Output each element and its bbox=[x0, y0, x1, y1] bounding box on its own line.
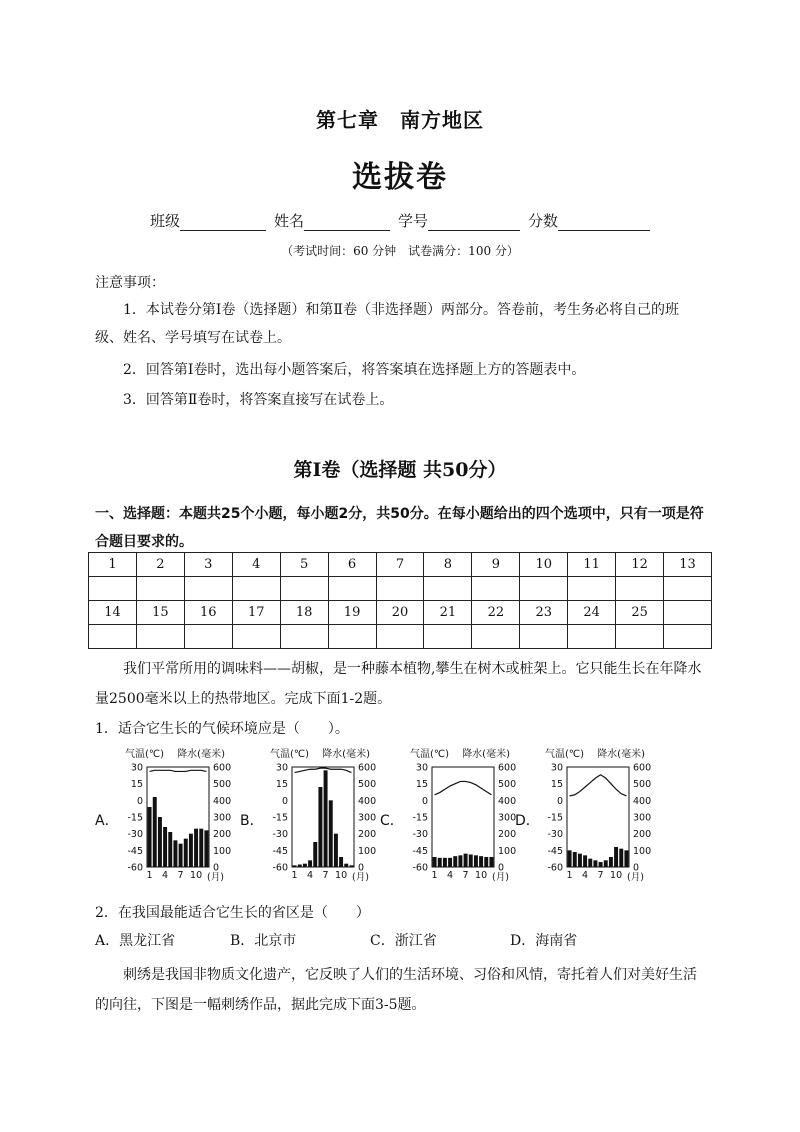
option-letter: D． bbox=[515, 813, 540, 829]
precip-tick-label: 300 bbox=[498, 812, 517, 824]
precip-bar bbox=[578, 854, 582, 867]
precip-bar bbox=[303, 864, 307, 867]
passage-embroidery bbox=[95, 960, 705, 1020]
notes-title: 注意事项： bbox=[95, 275, 165, 291]
answer-cell[interactable] bbox=[280, 625, 328, 649]
chart-frame bbox=[292, 767, 354, 867]
precip-tick-label: 500 bbox=[498, 779, 517, 791]
precip-bar bbox=[588, 859, 592, 867]
month-tick-label: 7 bbox=[462, 870, 469, 881]
student-id-field[interactable]: 学号 bbox=[398, 210, 520, 231]
precip-bar bbox=[568, 850, 572, 867]
precip-bar bbox=[204, 830, 208, 867]
temp-tick-label: 15 bbox=[130, 779, 143, 791]
precip-tick-label: 200 bbox=[498, 829, 517, 841]
answer-cell[interactable] bbox=[376, 577, 424, 601]
month-tick-label: 4 bbox=[307, 870, 314, 881]
precip-bar bbox=[298, 865, 302, 868]
answer-cell[interactable] bbox=[664, 577, 712, 601]
answer-cell[interactable] bbox=[136, 577, 184, 601]
precip-bar bbox=[179, 844, 183, 867]
table-cell: 24 bbox=[568, 601, 616, 625]
temp-tick-label: 30 bbox=[415, 762, 428, 774]
temp-tick-label: -45 bbox=[127, 845, 143, 857]
month-tick-label: 1 bbox=[146, 870, 153, 881]
precip-bar bbox=[344, 864, 348, 867]
table-cell: 12 bbox=[616, 553, 664, 577]
precip-bar bbox=[308, 860, 312, 867]
precip-bar bbox=[334, 834, 338, 867]
answer-cell[interactable] bbox=[376, 625, 424, 649]
precip-bar bbox=[173, 840, 177, 867]
precip-tick-label: 400 bbox=[358, 795, 377, 807]
climate-charts-svg bbox=[95, 745, 715, 895]
note-item: 1．本试卷分第Ⅰ卷（选择题）和第Ⅱ卷（非选择题）两部分。答卷前，考生务必将自己的班级、姓名、学号填写在试卷上。 bbox=[95, 302, 679, 346]
table-cell: 21 bbox=[424, 601, 472, 625]
class-field[interactable]: 班级 bbox=[150, 210, 266, 231]
precip-bar bbox=[329, 800, 333, 867]
precip-bar bbox=[469, 855, 473, 868]
answer-cell[interactable] bbox=[520, 577, 568, 601]
climate-charts bbox=[95, 745, 715, 895]
precip-bar bbox=[313, 842, 317, 867]
passage-pepper bbox=[95, 654, 705, 714]
precip-bar bbox=[464, 854, 468, 867]
precip-tick-label: 100 bbox=[633, 845, 652, 857]
precip-bar bbox=[474, 855, 478, 867]
table-cell: 11 bbox=[568, 553, 616, 577]
precip-tick-label: 400 bbox=[498, 795, 517, 807]
table-cell bbox=[664, 601, 712, 625]
option-letter: C． bbox=[380, 813, 404, 829]
answer-cell[interactable] bbox=[328, 625, 376, 649]
precip-bar bbox=[148, 807, 152, 867]
score-field[interactable]: 分数 bbox=[528, 210, 650, 231]
answer-cell[interactable] bbox=[89, 625, 137, 649]
precip-tick-label: 200 bbox=[633, 829, 652, 841]
temperature-line bbox=[150, 770, 207, 771]
month-tick-label: 1 bbox=[566, 870, 573, 881]
answer-cell[interactable] bbox=[616, 577, 664, 601]
table-cell: 4 bbox=[232, 553, 280, 577]
answer-cell[interactable] bbox=[184, 577, 232, 601]
temp-tick-label: -15 bbox=[127, 812, 143, 824]
month-tick-label: 10 bbox=[335, 870, 348, 881]
precip-tick-label: 0 bbox=[633, 862, 640, 874]
precip-tick-label: 500 bbox=[213, 779, 232, 791]
temp-tick-label: -60 bbox=[412, 862, 428, 874]
temp-tick-label: -45 bbox=[547, 845, 563, 857]
temp-tick-label: -45 bbox=[272, 845, 288, 857]
student-info-line bbox=[0, 210, 800, 231]
month-tick-label: 7 bbox=[177, 870, 184, 881]
precip-bar bbox=[168, 832, 172, 867]
chart-precip-title: 降水(毫米) bbox=[177, 749, 225, 760]
temp-tick-label: -30 bbox=[272, 829, 288, 841]
month-tick-label: 10 bbox=[190, 870, 203, 881]
precip-tick-label: 500 bbox=[358, 779, 377, 791]
answer-cell[interactable] bbox=[328, 577, 376, 601]
month-tick-label: 1 bbox=[431, 870, 438, 881]
precip-tick-label: 100 bbox=[213, 845, 232, 857]
answer-cell[interactable] bbox=[568, 625, 616, 649]
precip-bar bbox=[194, 829, 198, 867]
precip-bar bbox=[158, 817, 162, 867]
answer-cell[interactable] bbox=[280, 577, 328, 601]
precip-tick-label: 0 bbox=[213, 862, 220, 874]
answer-cell[interactable] bbox=[472, 577, 520, 601]
temp-tick-label: 30 bbox=[130, 762, 143, 774]
temp-tick-label: 15 bbox=[275, 779, 288, 791]
precip-bar bbox=[184, 839, 188, 867]
answer-cell[interactable] bbox=[472, 625, 520, 649]
precip-tick-label: 500 bbox=[633, 779, 652, 791]
precip-tick-label: 300 bbox=[633, 812, 652, 824]
temp-tick-label: -30 bbox=[547, 829, 563, 841]
temp-tick-label: 30 bbox=[550, 762, 563, 774]
precip-tick-label: 400 bbox=[213, 795, 232, 807]
table-cell: 25 bbox=[616, 601, 664, 625]
precip-bar bbox=[458, 855, 462, 867]
option-a[interactable]: A．黑龙江省 bbox=[95, 933, 176, 949]
month-tick-label: 7 bbox=[322, 870, 329, 881]
precip-tick-label: 600 bbox=[498, 762, 517, 774]
temp-tick-label: -45 bbox=[412, 845, 428, 857]
chart-precip-title: 降水(毫米) bbox=[322, 749, 370, 760]
precip-bar bbox=[593, 860, 597, 867]
precip-tick-label: 100 bbox=[358, 845, 377, 857]
chart-precip-title: 降水(毫米) bbox=[462, 749, 510, 760]
precip-tick-label: 400 bbox=[633, 795, 652, 807]
table-cell: 6 bbox=[328, 553, 376, 577]
table-cell: 8 bbox=[424, 553, 472, 577]
table-cell: 10 bbox=[520, 553, 568, 577]
month-tick-label: 10 bbox=[610, 870, 623, 881]
answer-cell[interactable] bbox=[424, 577, 472, 601]
precip-bar bbox=[443, 858, 447, 867]
precip-bar bbox=[453, 856, 457, 867]
month-unit-label: (月) bbox=[492, 872, 509, 883]
table-cell: 5 bbox=[280, 553, 328, 577]
precip-bar bbox=[614, 847, 618, 867]
temp-tick-label: 15 bbox=[550, 779, 563, 791]
precip-bar bbox=[573, 852, 577, 867]
precip-bar bbox=[339, 857, 343, 867]
exam-title: 选拔卷 bbox=[352, 160, 448, 195]
table-cell: 13 bbox=[664, 553, 712, 577]
temperature-line bbox=[570, 775, 627, 796]
month-tick-label: 1 bbox=[291, 870, 298, 881]
table-cell: 15 bbox=[136, 601, 184, 625]
precip-bar bbox=[318, 787, 322, 867]
table-cell: 14 bbox=[89, 601, 137, 625]
precip-bar bbox=[433, 857, 437, 867]
temp-tick-label: -60 bbox=[547, 862, 563, 874]
precip-bar bbox=[624, 850, 628, 867]
answer-cell[interactable] bbox=[89, 577, 137, 601]
precip-tick-label: 600 bbox=[358, 762, 377, 774]
chapter-title: 第七章 南方地区 bbox=[316, 108, 484, 132]
month-tick-label: 4 bbox=[447, 870, 454, 881]
temp-tick-label: 0 bbox=[136, 795, 143, 807]
temp-tick-label: 0 bbox=[556, 795, 563, 807]
precip-bar bbox=[609, 857, 613, 867]
precip-bar bbox=[479, 856, 483, 867]
option-letter: A． bbox=[95, 813, 119, 829]
precip-tick-label: 200 bbox=[358, 829, 377, 841]
precip-bar bbox=[619, 849, 623, 867]
precip-bar bbox=[448, 858, 452, 867]
precip-tick-label: 100 bbox=[498, 845, 517, 857]
table-cell: 9 bbox=[472, 553, 520, 577]
question-2: 2．在我国最能适合它生长的省区是（ ） bbox=[95, 905, 370, 921]
precip-tick-label: 200 bbox=[213, 829, 232, 841]
option-c[interactable]: C．浙江省 bbox=[370, 933, 437, 949]
precip-bar bbox=[189, 834, 193, 867]
temperature-line bbox=[295, 768, 352, 772]
temp-tick-label: -30 bbox=[412, 829, 428, 841]
question-1: 1．适合它生长的气候环境应是（ ）。 bbox=[95, 721, 349, 737]
precip-bar bbox=[489, 857, 493, 867]
precip-tick-label: 300 bbox=[358, 812, 377, 824]
temp-tick-label: 0 bbox=[281, 795, 288, 807]
answer-cell[interactable] bbox=[184, 625, 232, 649]
precip-tick-label: 0 bbox=[498, 862, 505, 874]
answer-cell[interactable] bbox=[568, 577, 616, 601]
precip-bar bbox=[199, 829, 203, 867]
month-unit-label: (月) bbox=[352, 872, 369, 883]
name-field[interactable]: 姓名 bbox=[274, 210, 390, 231]
answer-cell[interactable] bbox=[616, 625, 664, 649]
answer-table bbox=[88, 552, 712, 649]
temp-tick-label: -15 bbox=[272, 812, 288, 824]
precip-bar bbox=[349, 865, 353, 867]
precip-tick-label: 600 bbox=[213, 762, 232, 774]
chart-temp-title: 气温(℃) bbox=[410, 749, 450, 760]
month-tick-label: 7 bbox=[597, 870, 604, 881]
answer-cell[interactable] bbox=[664, 625, 712, 649]
answer-cell[interactable] bbox=[232, 625, 280, 649]
chart-temp-title: 气温(℃) bbox=[545, 749, 585, 760]
precip-bar bbox=[153, 797, 157, 867]
precip-bar bbox=[484, 857, 488, 867]
answer-cell[interactable] bbox=[136, 625, 184, 649]
table-cell: 18 bbox=[280, 601, 328, 625]
table-cell: 17 bbox=[232, 601, 280, 625]
option-d[interactable]: D．海南省 bbox=[510, 933, 578, 949]
note-item: 2．回答第Ⅰ卷时，选出每小题答案后，将答案填在选择题上方的答题表中。 bbox=[123, 362, 586, 378]
temp-tick-label: -60 bbox=[272, 862, 288, 874]
answer-cell[interactable] bbox=[232, 577, 280, 601]
answer-cell[interactable] bbox=[520, 625, 568, 649]
chart-precip-title: 降水(毫米) bbox=[597, 749, 645, 760]
answer-cell[interactable] bbox=[424, 625, 472, 649]
precip-bar bbox=[438, 858, 442, 867]
section-instruction: 一、选择题：本题共25个小题，每小题2分，共50分。在每小题给出的四个选项中，只有一项是符合题目要求的。 bbox=[95, 506, 704, 550]
temp-tick-label: 15 bbox=[415, 779, 428, 791]
precip-bar bbox=[163, 827, 167, 867]
answer-table-blank-row bbox=[89, 625, 712, 649]
table-cell: 22 bbox=[472, 601, 520, 625]
temp-tick-label: 30 bbox=[275, 762, 288, 774]
month-unit-label: (月) bbox=[627, 872, 644, 883]
temperature-line bbox=[435, 781, 492, 794]
passage-text: 刺绣是我国非物质文化遗产，它反映了人们的生活环境、习俗和风情，寄托着人们对美好生活的向往，下图是一幅刺绣作品，据此完成下面3-5题。 bbox=[95, 967, 697, 1013]
temp-tick-label: -15 bbox=[547, 812, 563, 824]
temp-tick-label: -30 bbox=[127, 829, 143, 841]
answer-table-number-row bbox=[89, 601, 712, 625]
section-title: 第Ⅰ卷（选择题 共50分） bbox=[293, 459, 507, 481]
table-cell: 23 bbox=[520, 601, 568, 625]
exam-time-info: （考试时间：60 分钟 试卷满分：100 分） bbox=[281, 244, 519, 258]
note-item: 3．回答第Ⅱ卷时，将答案直接写在试卷上。 bbox=[123, 392, 394, 408]
precip-bar bbox=[604, 860, 608, 867]
precip-tick-label: 600 bbox=[633, 762, 652, 774]
table-cell: 3 bbox=[184, 553, 232, 577]
question-2-options bbox=[95, 930, 705, 950]
table-cell: 16 bbox=[184, 601, 232, 625]
precip-bar bbox=[293, 865, 297, 867]
chart-temp-title: 气温(℃) bbox=[125, 749, 165, 760]
chart-temp-title: 气温(℃) bbox=[270, 749, 310, 760]
month-tick-label: 4 bbox=[162, 870, 169, 881]
option-b[interactable]: B．北京市 bbox=[230, 933, 297, 949]
table-cell: 20 bbox=[376, 601, 424, 625]
temp-tick-label: -60 bbox=[127, 862, 143, 874]
answer-table-number-row bbox=[89, 553, 712, 577]
month-tick-label: 10 bbox=[475, 870, 488, 881]
table-cell: 2 bbox=[136, 553, 184, 577]
precip-bar bbox=[324, 770, 328, 867]
month-unit-label: (月) bbox=[207, 872, 224, 883]
table-cell: 19 bbox=[328, 601, 376, 625]
table-cell: 1 bbox=[89, 553, 137, 577]
month-tick-label: 4 bbox=[582, 870, 589, 881]
temp-tick-label: -15 bbox=[412, 812, 428, 824]
table-cell: 7 bbox=[376, 553, 424, 577]
option-letter: B． bbox=[240, 813, 264, 829]
temp-tick-label: 0 bbox=[421, 795, 428, 807]
answer-table-blank-row bbox=[89, 577, 712, 601]
passage-text: 我们平常所用的调味料——胡椒，是一种藤本植物,攀生在树木或桩架上。它只能生长在年降水量2500毫米以上的热带地区。完成下面1-2题。 bbox=[95, 661, 702, 707]
precip-tick-label: 0 bbox=[358, 862, 365, 874]
precip-tick-label: 300 bbox=[213, 812, 232, 824]
precip-bar bbox=[583, 855, 587, 867]
precip-bar bbox=[599, 862, 603, 867]
